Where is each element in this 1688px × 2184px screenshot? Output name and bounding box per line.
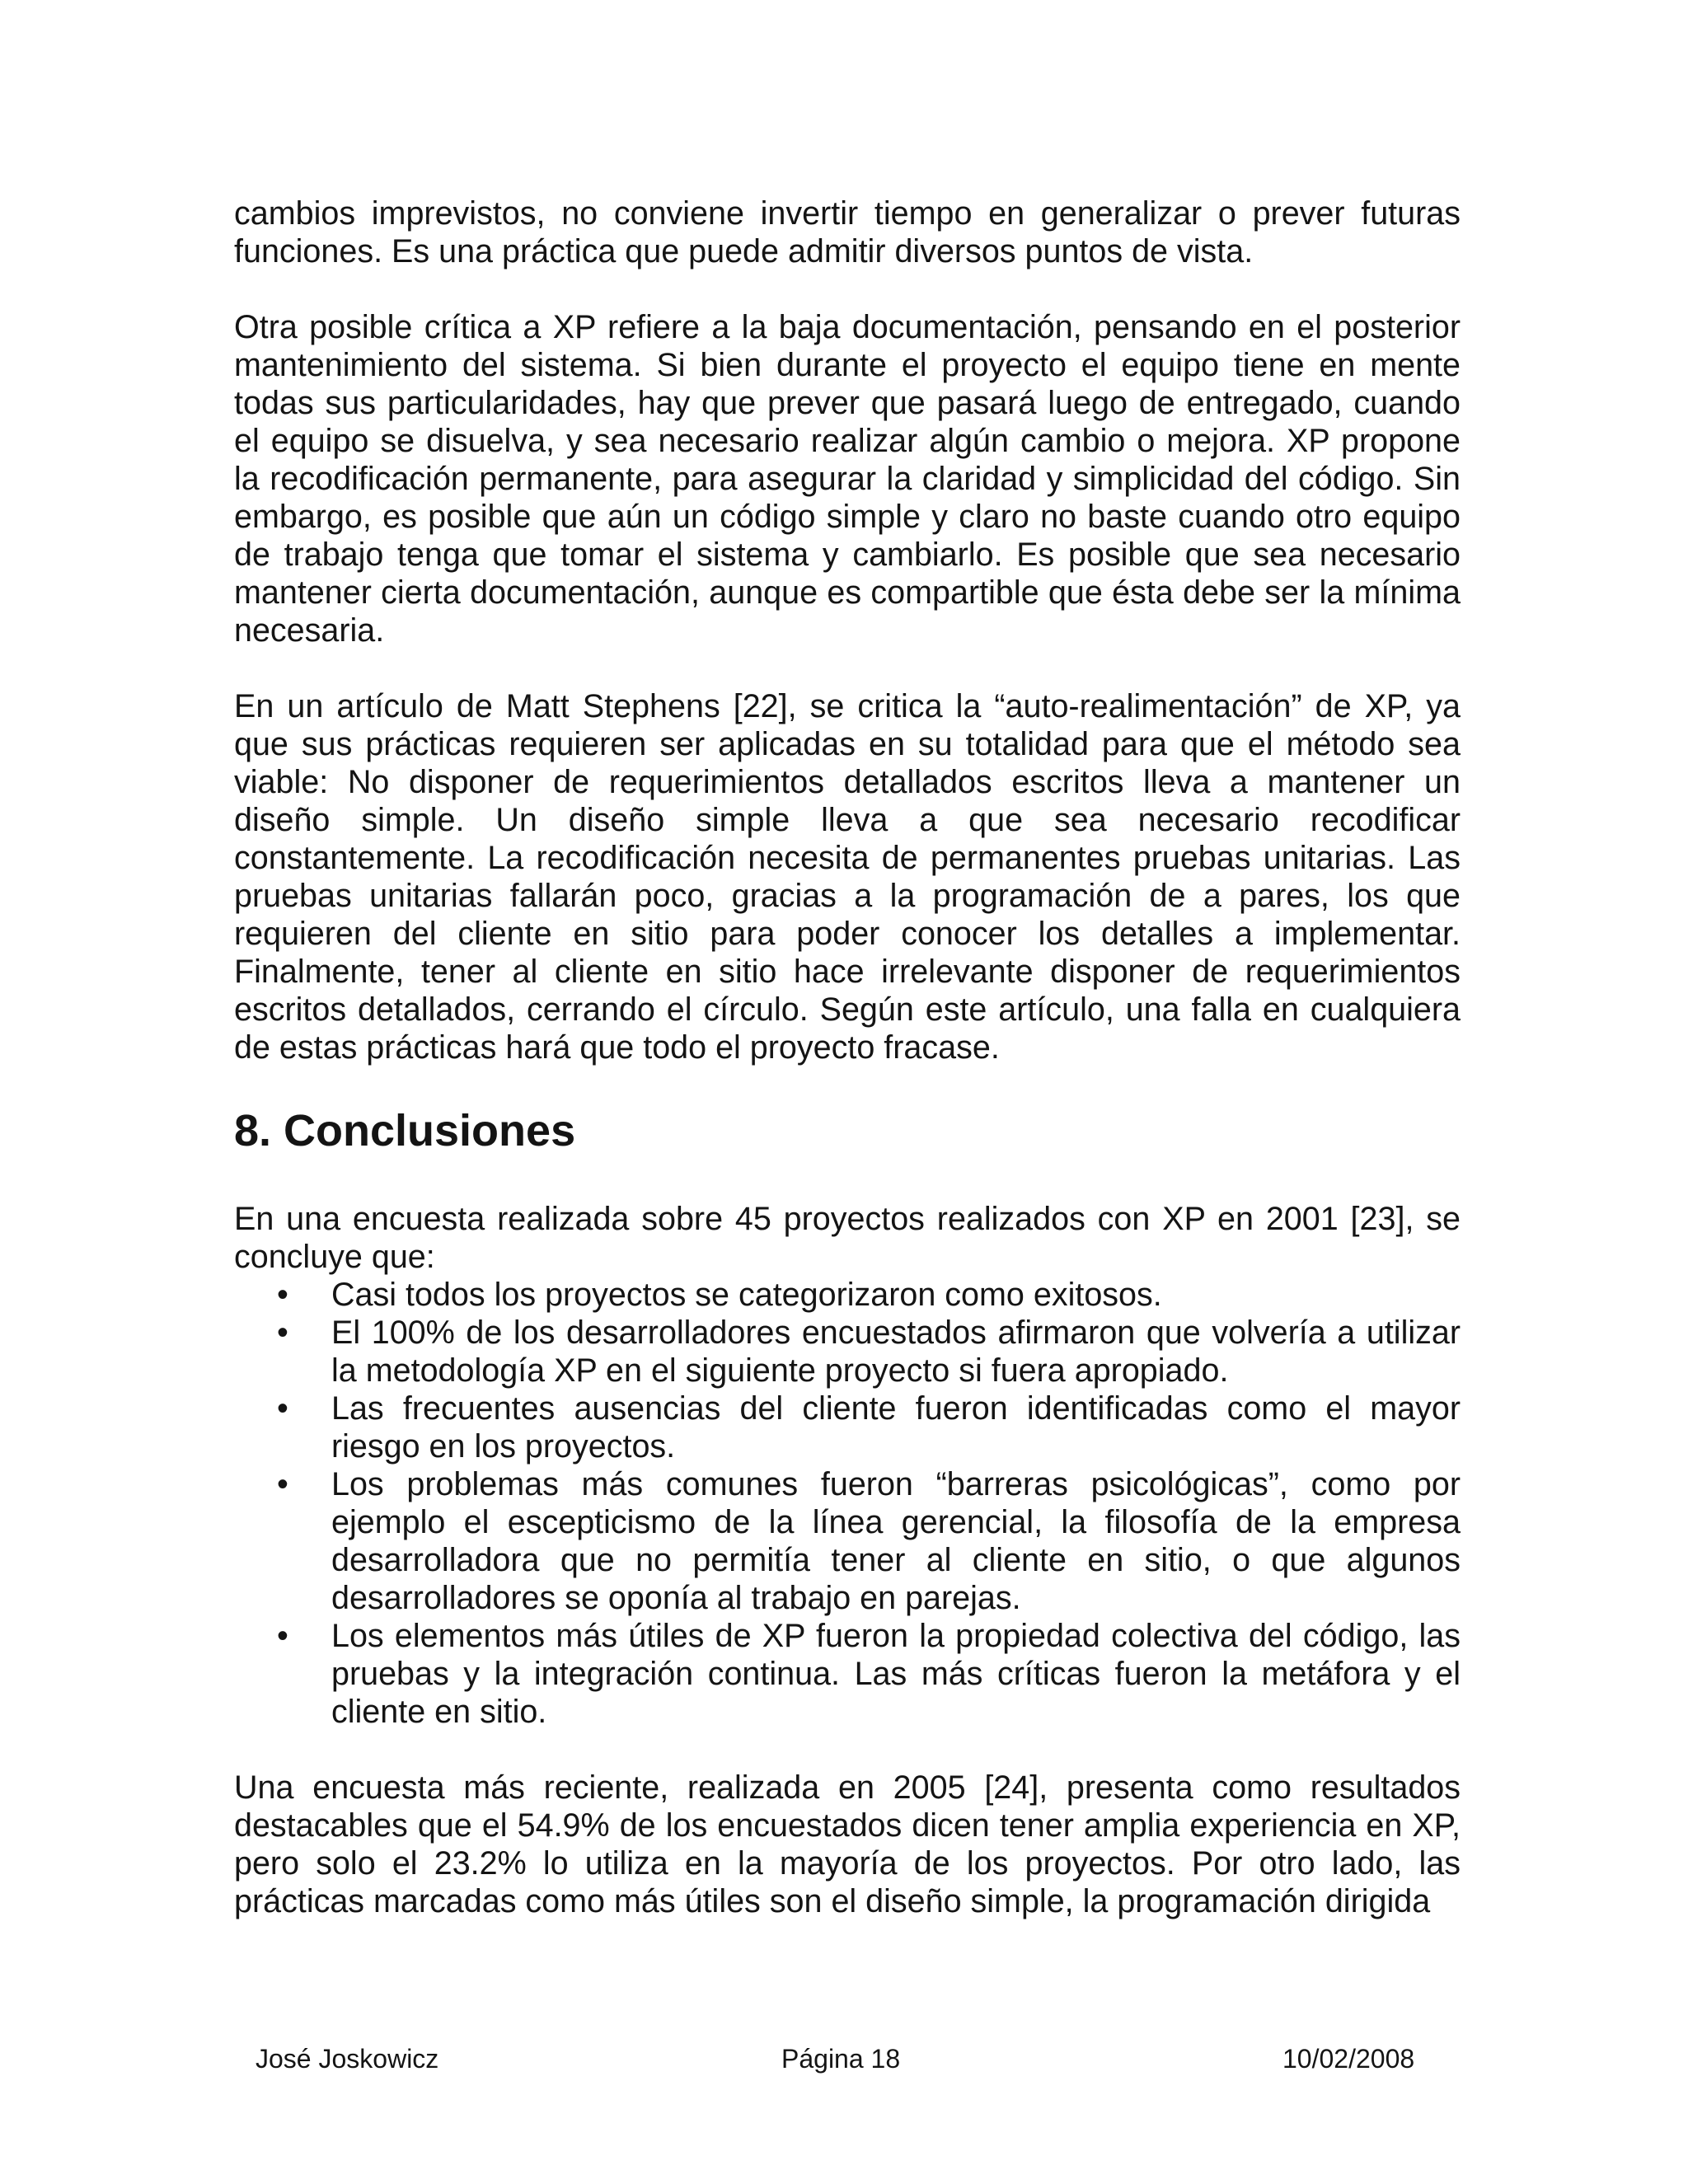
- section-heading: 8. Conclusiones: [234, 1106, 576, 1155]
- bullet-icon: •: [277, 1466, 288, 1502]
- footer-date: 10/02/2008: [1282, 2044, 1415, 2074]
- paragraph-4: En una encuesta realizada sobre 45 proyectos realizados con XP en 2001 [23], se concluye que:: [234, 1201, 1461, 1275]
- list-item: [234, 1390, 1461, 1465]
- list-item-text: Los elementos más útiles de XP fueron la propiedad colectiva del código, las pruebas y la integración continua. Las más críticas fueron la metáfora y el cliente en sitio.: [331, 1618, 1461, 1730]
- list-item: [234, 1314, 1461, 1390]
- paragraph-1: cambios imprevistos, no conviene invertir tiempo en generalizar o prever futuras funciones. Es una práctica que puede admitir diversos puntos de vista.: [234, 195, 1461, 269]
- footer-page-number: Página 18: [781, 2044, 901, 2074]
- paragraph-5: Una encuesta más reciente, realizada en 2005 [24], presenta como resultados destacables que el 54.9% de los encuestados dicen tener amplia experiencia en XP, pero solo el 23.2% lo utiliza en la mayoría de los proyectos. Por otro lado, las prácticas marcadas como más útiles son el diseño simple, la programación dirigida: [234, 1769, 1461, 1919]
- bullet-icon: •: [277, 1277, 288, 1313]
- footer-author: José Joskowicz: [256, 2044, 439, 2074]
- paragraph-2: Otra posible crítica a XP refiere a la baja documentación, pensando en el posterior mantenimiento del sistema. Si bien durante el proyecto el equipo tiene en mente todas sus particularidades, hay que prever que pasará luego de entregado, cuando el equipo se disuelva, y sea necesario realizar algún cambio o mejora. XP propone la recodificación permanente, para asegurar la claridad y simplicidad del código. Sin embargo, es posible que aún un código simple y claro no baste cuando otro equipo de trabajo tenga que tomar el sistema y cambiarlo. Es posible que sea necesario mantener cierta documentación, aunque es compartible que ésta debe ser la mínima necesaria.: [234, 309, 1461, 649]
- list-item-text: Los problemas más comunes fueron “barreras psicológicas”, como por ejemplo el escepticismo de la línea gerencial, la filosofía de la empresa desarrolladora que no permitía tener al cliente en sitio, o que algunos desarrolladores se oponía al trabajo en parejas.: [331, 1466, 1461, 1616]
- bullet-icon: •: [277, 1315, 288, 1351]
- list-item: [234, 1276, 1461, 1314]
- page-body: [234, 194, 1461, 1920]
- bullet-icon: •: [277, 1618, 288, 1654]
- list-item-text: El 100% de los desarrolladores encuestados afirmaron que volvería a utilizar la metodología XP en el siguiente proyecto si fuera apropiado.: [331, 1315, 1461, 1389]
- bullet-icon: •: [277, 1390, 288, 1427]
- paragraph-3: En un artículo de Matt Stephens [22], se critica la “auto-realimentación” de XP, ya que sus prácticas requieren ser aplicadas en su totalidad para que el método sea viable: No disponer de requerimientos detallados escritos lleva a mantener un diseño simple. Un diseño simple lleva a que sea necesario recodificar constantemente. La recodificación necesita de permanentes pruebas unitarias. Las pruebas unitarias fallarán poco, gracias a la programación de a pares, los que requieren del cliente en sitio para poder conocer los detalles a implementar. Finalmente, tener al cliente en sitio hace irrelevante disponer de requerimientos escritos detallados, cerrando el círculo. Según este artículo, una falla en cualquiera de estas prácticas hará que todo el proyecto fracase.: [234, 688, 1461, 1066]
- conclusions-list: [234, 1276, 1461, 1731]
- list-item: [234, 1465, 1461, 1617]
- list-item-text: Las frecuentes ausencias del cliente fueron identificadas como el mayor riesgo en los proyectos.: [331, 1390, 1461, 1465]
- page-footer: [0, 2041, 1688, 2077]
- list-item: [234, 1617, 1461, 1731]
- list-item-text: Casi todos los proyectos se categorizaron como exitosos.: [331, 1277, 1162, 1313]
